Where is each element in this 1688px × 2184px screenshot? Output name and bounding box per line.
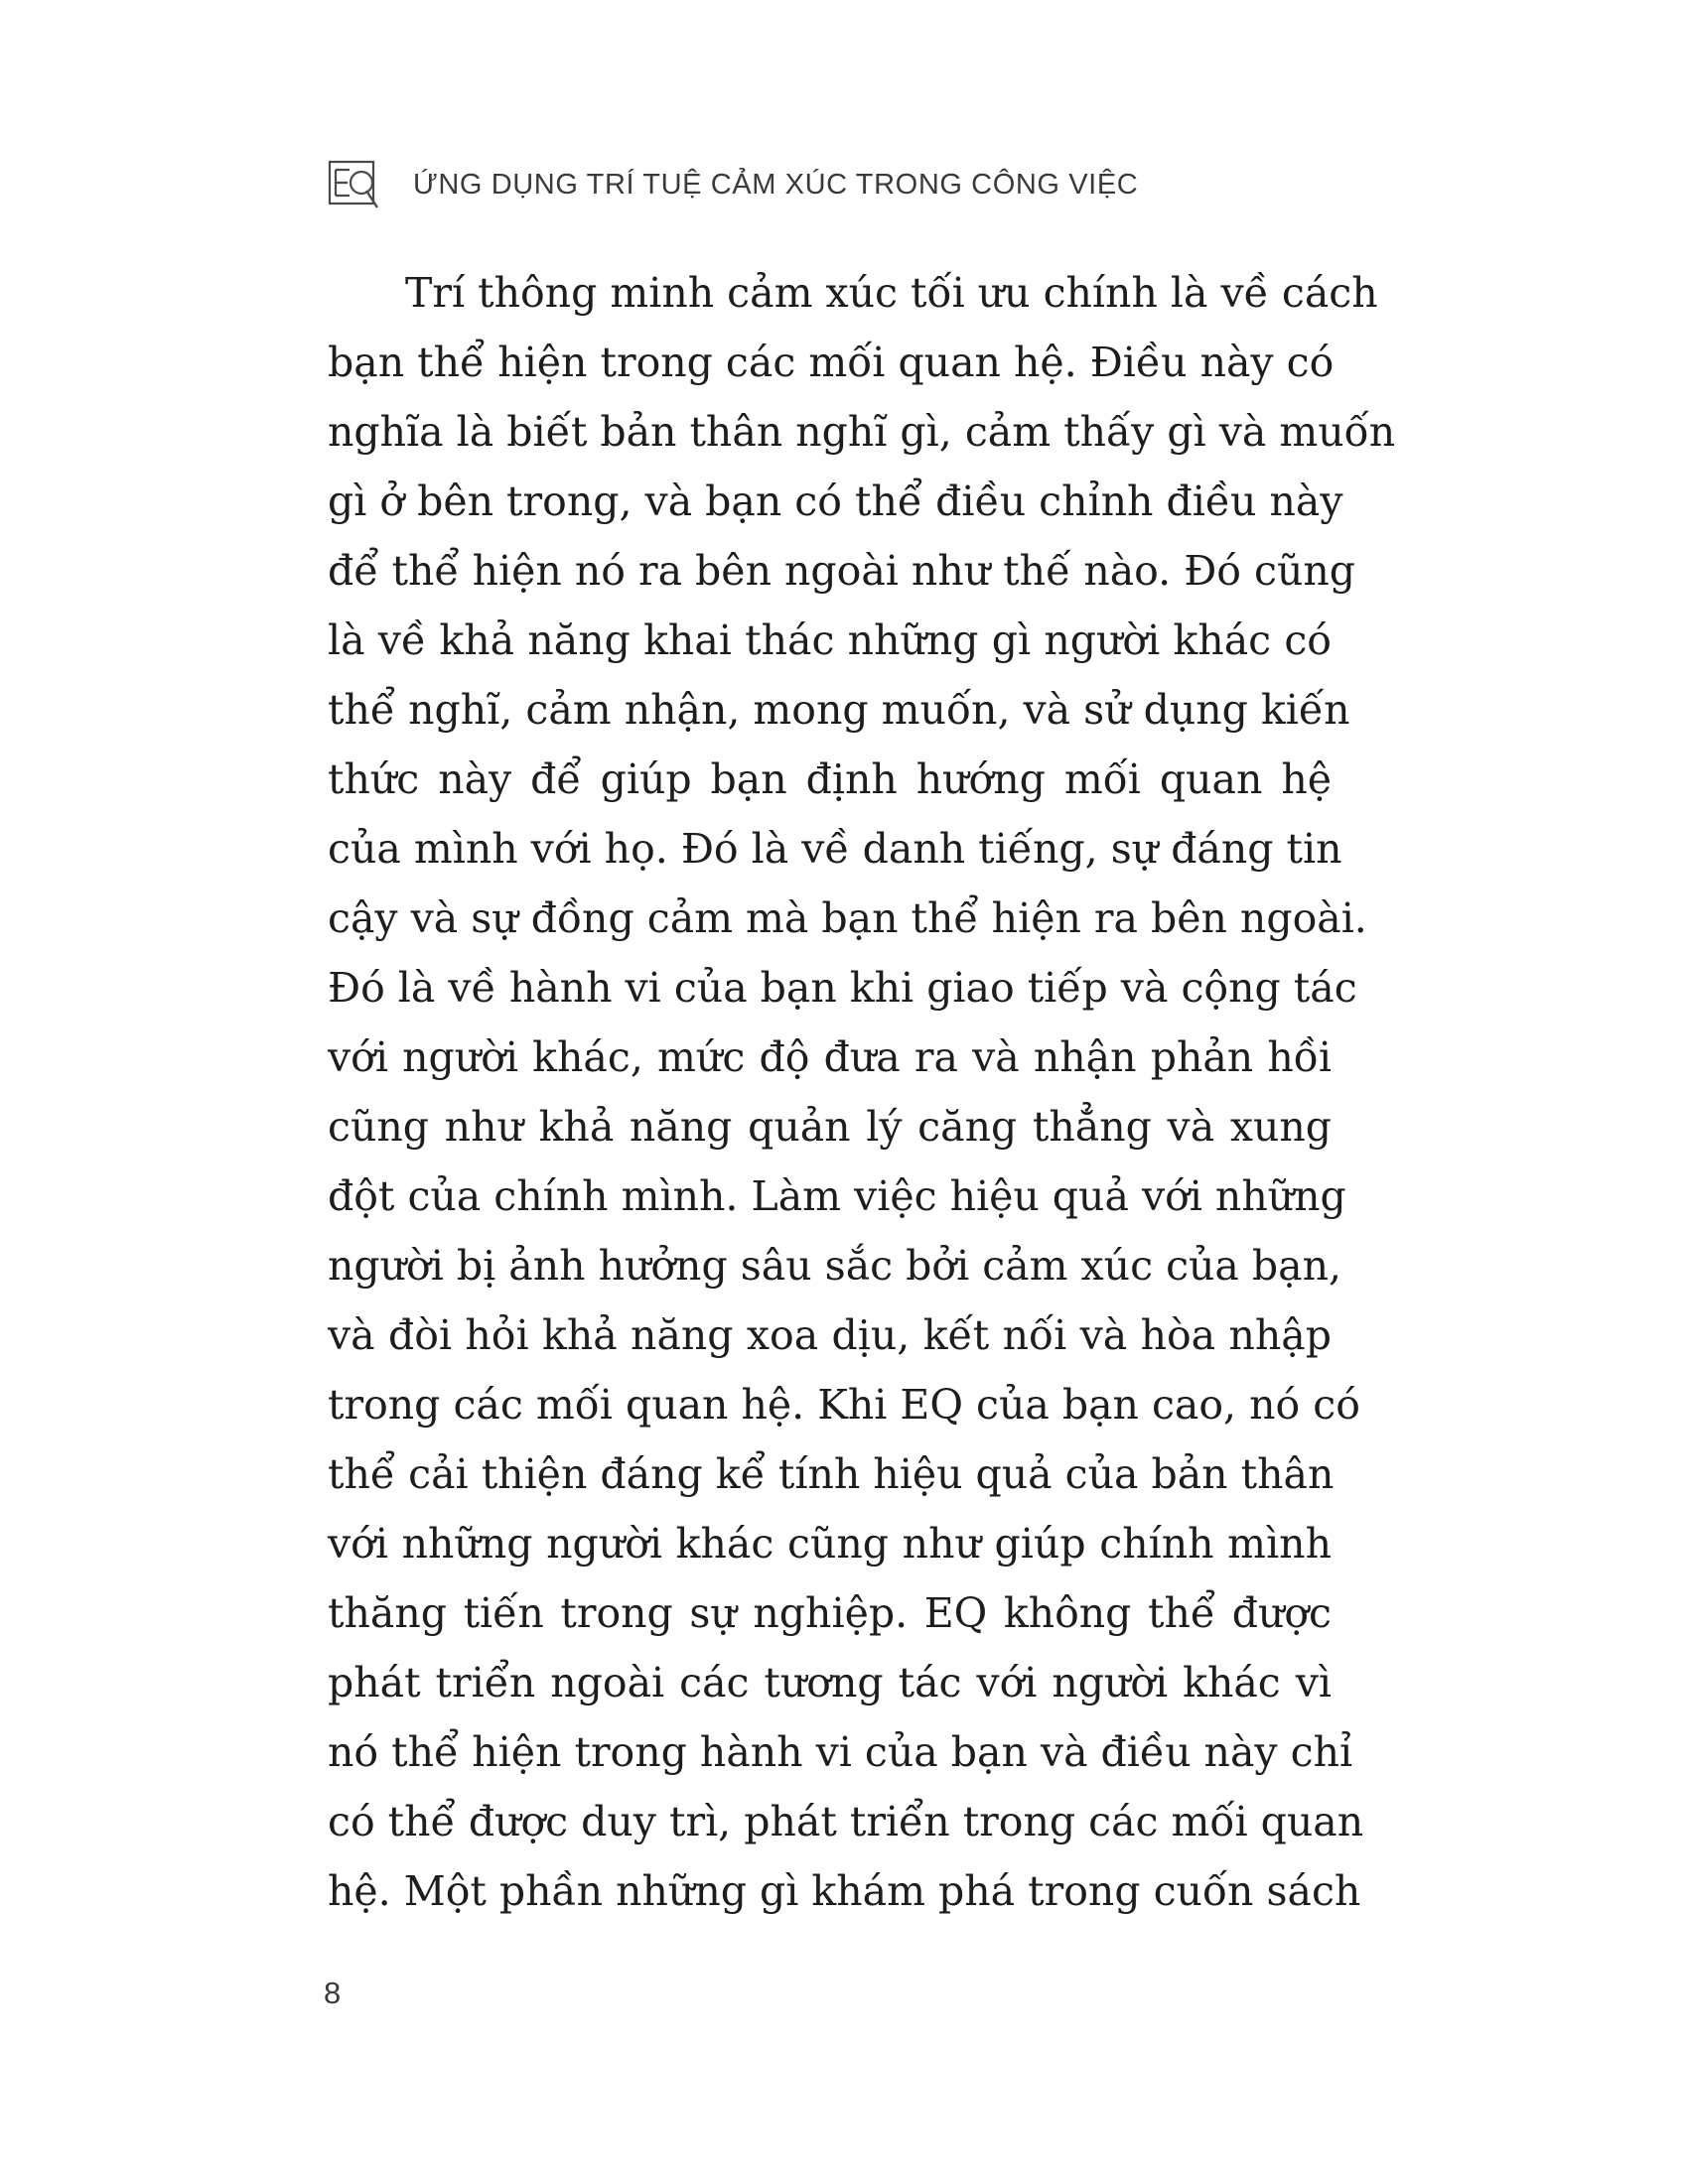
page-number: 8 [324,1976,342,2010]
text-line: thể cải thiện đáng kể tính hiệu quả của bản thân [328,1450,1335,1498]
text-line: trong các mối quan hệ. Khi EQ của bạn cao, nó có [328,1381,1360,1429]
text-line: nó thể hiện trong hành vi của bạn và điều này chỉ [328,1728,1353,1776]
text-line: cậy và sự đồng cảm mà bạn thể hiện ra bên ngoài. [328,894,1367,942]
text-line: phát triển ngoài các tương tác với người khác vì [328,1659,1332,1706]
body-paragraph [328,258,1396,1926]
text-line: Đó là về hành vi của bạn khi giao tiếp và cộng tác [328,964,1357,1012]
running-header [328,155,1138,214]
text-line: với người khác, mức độ đưa ra và nhận phản hồi [328,1033,1332,1081]
text-line: là về khả năng khai thác những gì người khác có [328,616,1332,664]
text-line: với những người khác cũng như giúp chính mình [328,1520,1332,1568]
text-line: đột của chính mình. Làm việc hiệu quả với những [328,1172,1346,1220]
text-line: cũng như khả năng quản lý căng thẳng và xung [328,1103,1332,1151]
text-line: thể nghĩ, cảm nhận, mong muốn, và sử dụng kiến [328,686,1350,734]
text-line: người bị ảnh hưởng sâu sắc bởi cảm xúc của bạn, [328,1242,1342,1290]
text-line: gì ở bên trong, và bạn có thể điều chỉnh điều này [328,478,1343,525]
text-line: bạn thể hiện trong các mối quan hệ. Điều này có [328,339,1335,386]
text-line: để thể hiện nó ra bên ngoài như thế nào. Đó cũng [328,547,1356,595]
text-line: có thể được duy trì, phát triển trong các mối quan [328,1798,1364,1845]
text-line: và đòi hỏi khả năng xoa dịu, kết nối và hòa nhập [328,1311,1332,1359]
text-line: thăng tiến trong sự nghiệp. EQ không thể được [328,1589,1332,1637]
eq-logo-icon [328,160,379,209]
running-header-title: ỨNG DỤNG TRÍ TUỆ CẢM XÚC TRONG CÔNG VIỆC [413,168,1139,201]
text-line: Trí thông minh cảm xúc tối ưu chính là về cách [405,269,1378,317]
text-line: hệ. Một phần những gì khám phá trong cuốn sách [328,1867,1361,1915]
text-line: thức này để giúp bạn định hướng mối quan hệ [328,755,1332,803]
text-line: của mình với họ. Đó là về danh tiếng, sự đáng tin [328,825,1342,873]
text-line: nghĩa là biết bản thân nghĩ gì, cảm thấy gì và muốn [328,408,1396,456]
